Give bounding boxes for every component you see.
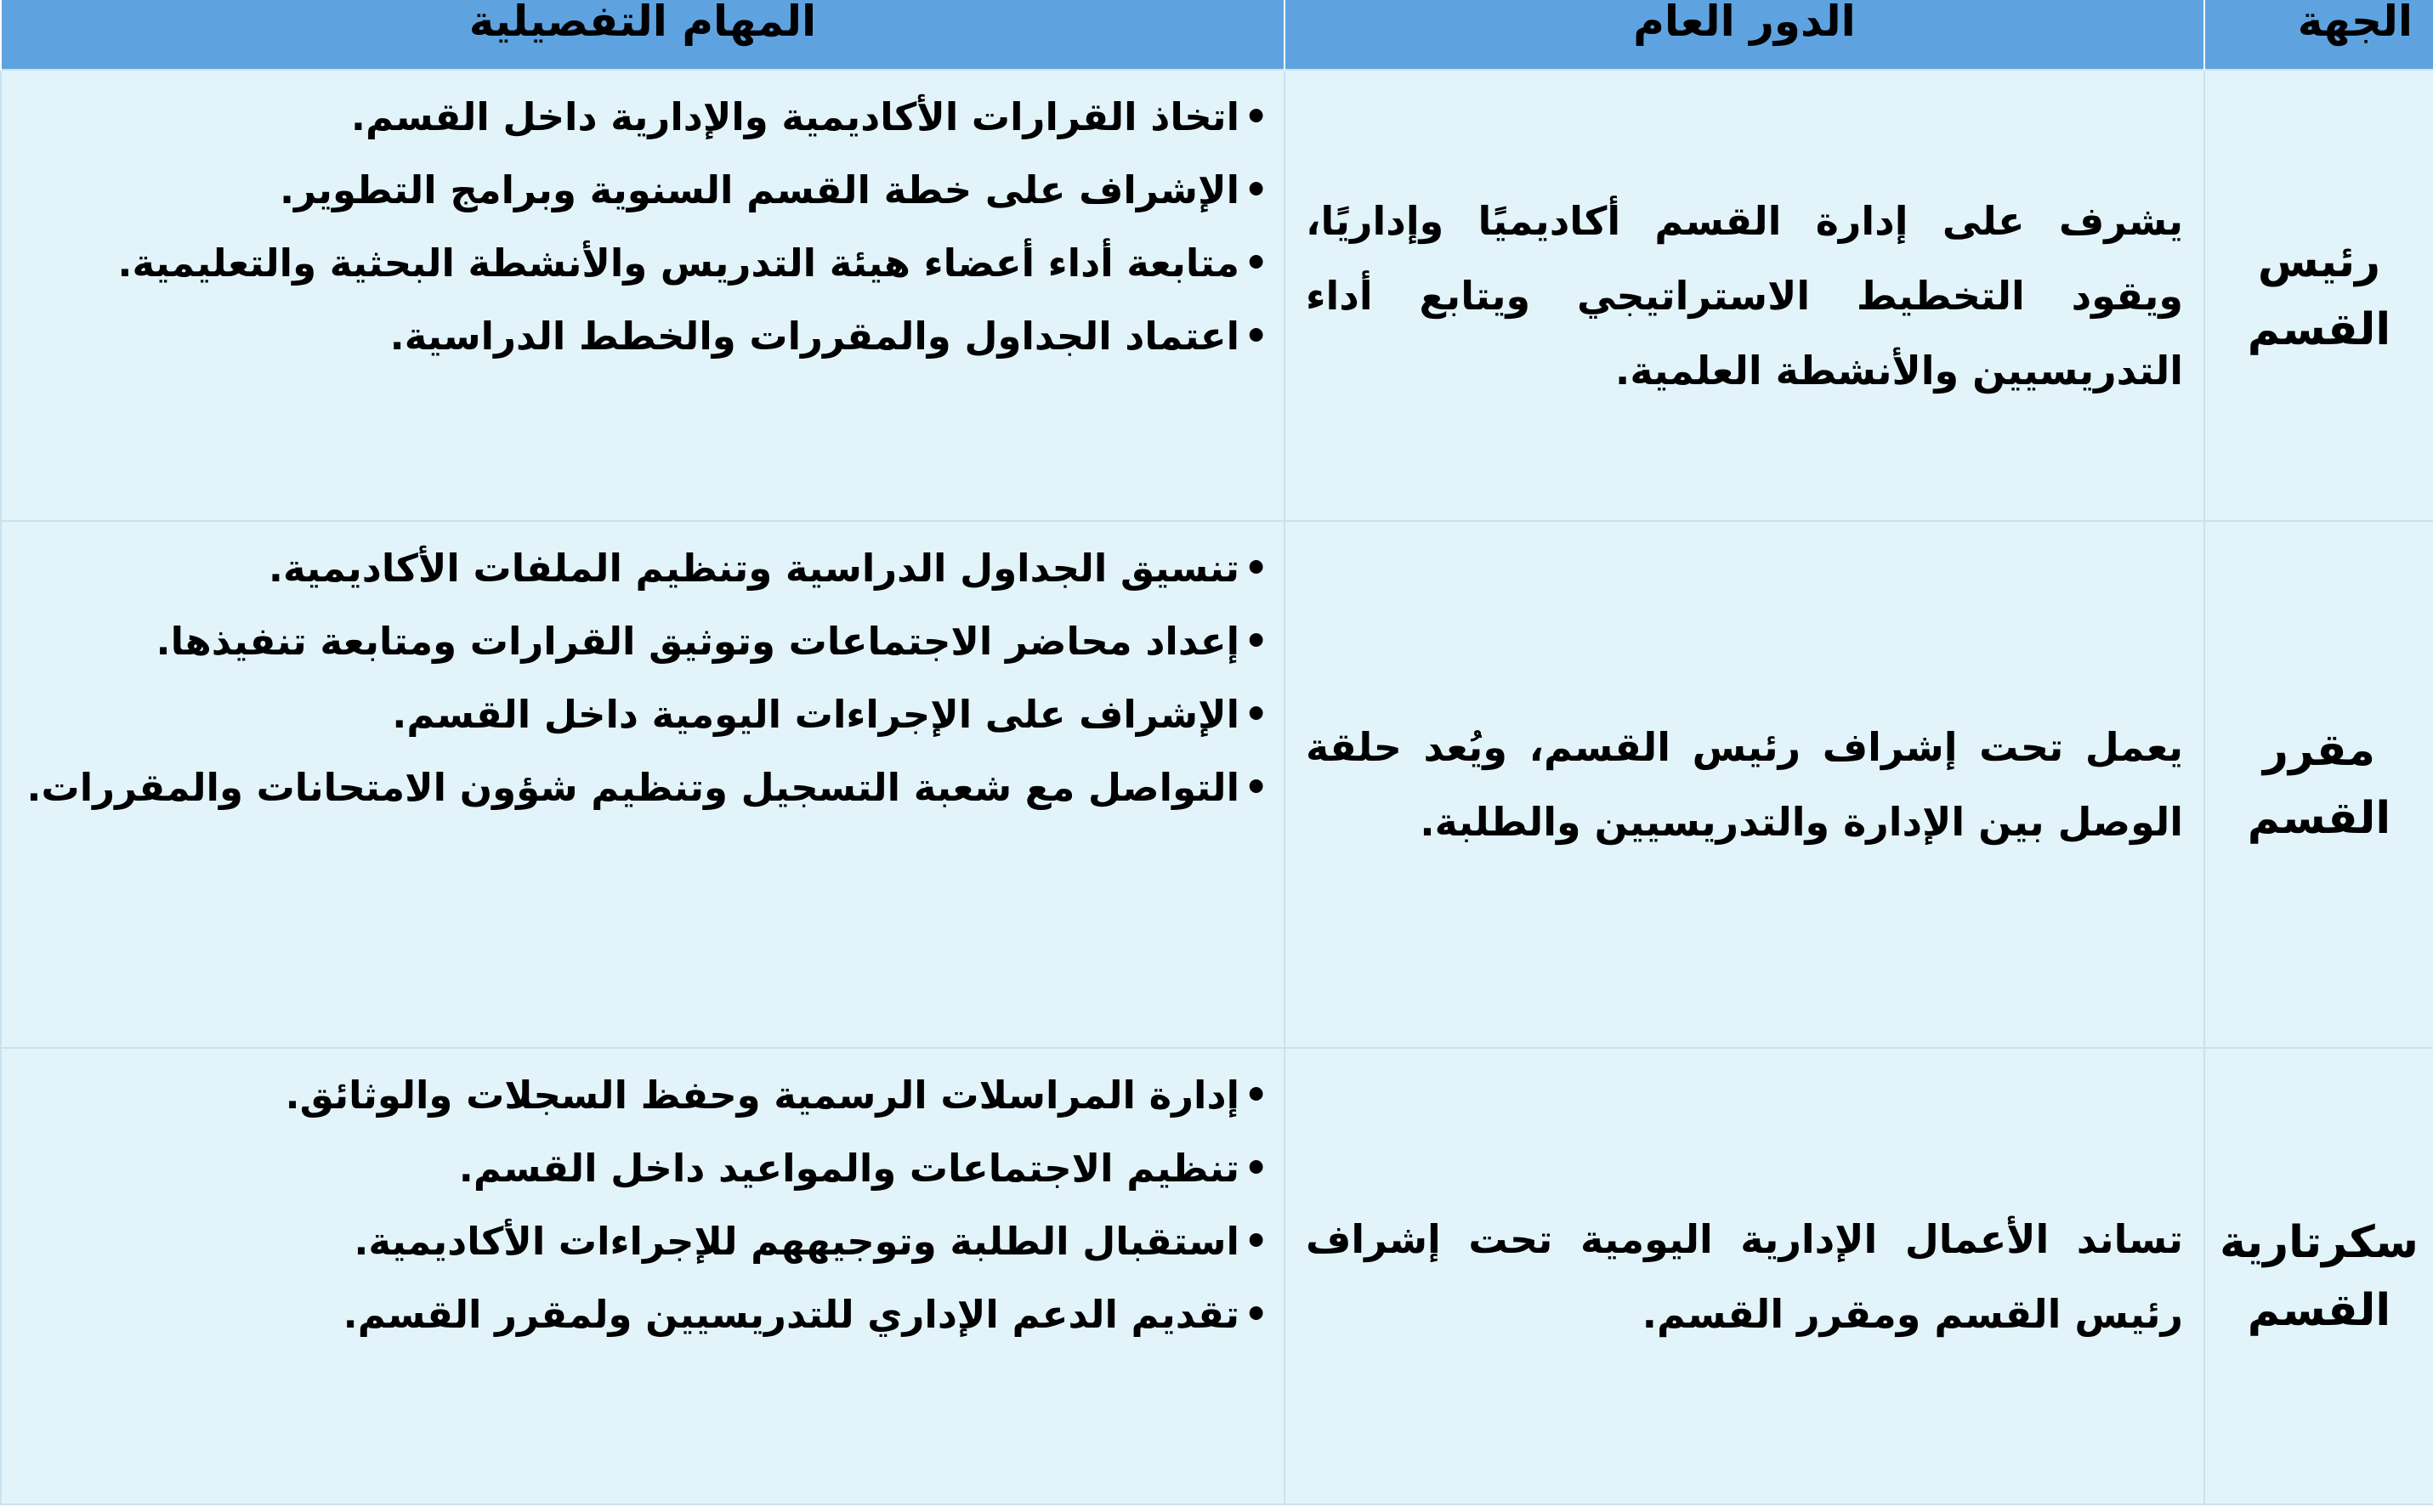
table-row	[1, 521, 2433, 1048]
entity-name: رئيس القسم	[2247, 235, 2391, 355]
task-item: • التواصل مع شعبة التسجيل وتنظيم شؤون الامتحانات والمقررات.	[19, 751, 1270, 824]
table-body	[1, 70, 2433, 1504]
role-cell	[1285, 1048, 2204, 1504]
tasks-cell	[1, 1048, 1285, 1504]
header-entity: الجهة	[2204, 0, 2433, 70]
header-row	[1, 0, 2433, 70]
task-item: • الإشراف على خطة القسم السنوية وبرامج التطوير.	[19, 154, 1270, 227]
role-text: يعمل تحت إشراف رئيس القسم، ويُعد حلقة الوصل بين الإدارة والتدريسيين والطلبة.	[1306, 724, 2183, 845]
table-row	[1, 1048, 2433, 1504]
task-item: • تقديم الدعم الإداري للتدريسيين ولمقرر القسم.	[19, 1278, 1270, 1351]
task-list	[19, 532, 1270, 824]
task-item: • تنسيق الجداول الدراسية وتنظيم الملفات الأكاديمية.	[19, 532, 1270, 605]
task-item: • متابعة أداء أعضاء هيئة التدريس والأنشطة البحثية والتعليمية.	[19, 227, 1270, 300]
tasks-cell	[1, 521, 1285, 1048]
role-cell	[1285, 70, 2204, 521]
task-item: • إعداد محاضر الاجتماعات وتوثيق القرارات ومتابعة تنفيذها.	[19, 605, 1270, 678]
task-item: • اتخاذ القرارات الأكاديمية والإدارية داخل القسم.	[19, 81, 1270, 154]
table-header	[1, 0, 2433, 70]
task-item: • إدارة المراسلات الرسمية وحفظ السجلات والوثائق.	[19, 1059, 1270, 1132]
tasks-cell	[1, 70, 1285, 521]
entity-name: مقرر القسم	[2247, 725, 2391, 844]
table-row	[1, 70, 2433, 521]
task-list	[19, 81, 1270, 373]
role-text: تساند الأعمال الإدارية اليومية تحت إشراف رئيس القسم ومقرر القسم.	[1306, 1215, 2183, 1337]
role-text: يشرف على إدارة القسم أكاديميًا وإداريًا، ويقود التخطيط الاستراتيجي ويتابع أداء التدريسيين والأنشطة العلمية.	[1306, 197, 2183, 394]
entity-cell	[2204, 521, 2433, 1048]
task-item: • اعتماد الجداول والمقررات والخطط الدراسية.	[19, 300, 1270, 373]
task-list	[19, 1059, 1270, 1351]
entity-cell	[2204, 70, 2433, 521]
header-tasks: المهام التفصيلية	[1, 0, 1285, 70]
task-item: • الإشراف على الإجراءات اليومية داخل القسم.	[19, 678, 1270, 751]
task-item: • استقبال الطلبة وتوجيههم للإجراءات الأكاديمية.	[19, 1205, 1270, 1278]
header-role: الدور العام	[1285, 0, 2204, 70]
entity-cell	[2204, 1048, 2433, 1504]
task-item: • تنظيم الاجتماعات والمواعيد داخل القسم.	[19, 1132, 1270, 1205]
role-cell	[1285, 521, 2204, 1048]
entity-name: سكرتارية القسم	[2220, 1216, 2419, 1336]
